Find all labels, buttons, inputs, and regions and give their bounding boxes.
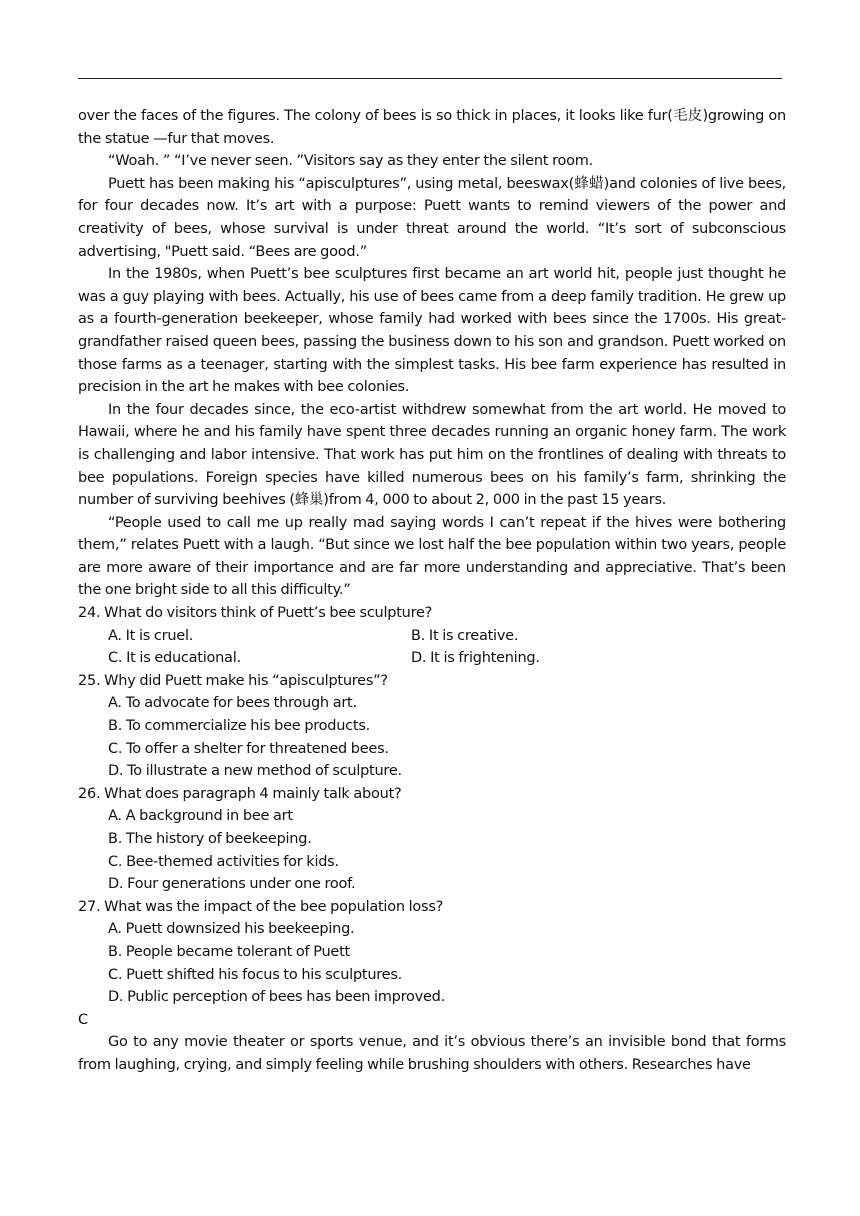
option-d: D. To illustrate a new method of sculpture. — [108, 763, 402, 780]
option-a: A. To advocate for bees through art. — [108, 695, 357, 712]
question-stem: 27. What was the impact of the bee population loss? — [78, 898, 444, 915]
option-c: C. It is educational. — [108, 650, 241, 667]
question-stem: 24. What do visitors think of Puett’s bee sculpture? — [78, 605, 433, 622]
question-stem: 26. What does paragraph 4 mainly talk about? — [78, 785, 402, 802]
option-a: A. It is cruel. — [108, 627, 194, 644]
header-rule — [78, 78, 782, 79]
option-b: B. The history of beekeeping. — [108, 831, 312, 847]
question-24 — [78, 602, 786, 670]
page-content — [78, 105, 786, 1077]
question-25 — [78, 670, 786, 783]
option-d: D. Four generations under one roof. — [108, 876, 356, 893]
option-b: B. People became tolerant of Puett — [108, 943, 350, 960]
question-27 — [78, 896, 786, 1009]
section-c-intro: Go to any movie theater or sports venue, and it’s obvious there’s an invisible bond that forms from laughing, crying, and simply feeling while brushing shoulders with others. Researches have — [78, 1034, 786, 1073]
option-c: C. Puett shifted his focus to his sculptures. — [108, 966, 402, 983]
passage-paragraph: “People used to call me up really mad saying words I can’t repeat if the hives were bothering them,” relates Puett with a laugh. “But since we lost half the bee population within two years, people are more aware of their importance and are far more understanding and appreciative. That’s been the one bright side to all this difficulty.” — [78, 514, 786, 599]
passage-paragraph: In the 1980s, when Puett’s bee sculptures first became an art world hit, people just thought he was a guy playing with bees. Actually, his use of bees came from a deep family tradition. He grew up as a fourth-generation beekeeper, whose family had worked with bees since the 1700s. His great-grandfather raised queen bees, passing the business down to his son and grandson. Puett worked on those farms as a teenager, starting with the simplest tasks. His bee farm experience has resulted in precision in the art he makes with bee colonies. — [78, 266, 786, 396]
option-d: D. It is frightening. — [411, 650, 540, 667]
option-a: A. A background in bee art — [108, 808, 293, 825]
option-c: C. To offer a shelter for threatened bees. — [108, 740, 389, 757]
option-c: C. Bee-themed activities for kids. — [108, 853, 339, 870]
option-b: B. To commercialize his bee products. — [108, 718, 371, 735]
question-stem: 25. Why did Puett make his “apisculptures”? — [78, 672, 388, 689]
passage-paragraph: In the four decades since, the eco-artist withdrew somewhat from the art world. He moved to Hawaii, where he and his family have spent three decades running an organic honey farm. The work is challenging and labor intensive. That work has put him on the frontlines of dealing with threats to bee populations. Foreign species have killed numerous bees on his family’s farm, shrinking the number of surviving beehives (蜂巢)from 4, 000 to about 2, 000 in the past 15 years. — [78, 401, 786, 509]
option-d: D. Public perception of bees has been improved. — [108, 989, 445, 1006]
option-b: B. It is creative. — [411, 627, 519, 644]
passage-paragraph: Puett has been making his “apisculptures”, using metal, beeswax(蜂蜡)and colonies of live bees, for four decades now. It’s art with a purpose: Puett wants to remind viewers of the power and creativity of bees, whose survival is under threat around the world. “It’s sort of subconscious advertising, "Puett said. “Bees are good.” — [78, 175, 786, 260]
passage-paragraph: “Woah. ” “I’ve never seen. ”Visitors say as they enter the silent room. — [108, 153, 593, 170]
option-a: A. Puett downsized his beekeeping. — [108, 921, 355, 938]
section-letter: C — [78, 1011, 88, 1028]
passage-paragraph: over the faces of the figures. The colony of bees is so thick in places, it looks like fur(毛皮)growing on the statue —fur that moves. — [78, 108, 786, 147]
question-26 — [78, 783, 786, 896]
